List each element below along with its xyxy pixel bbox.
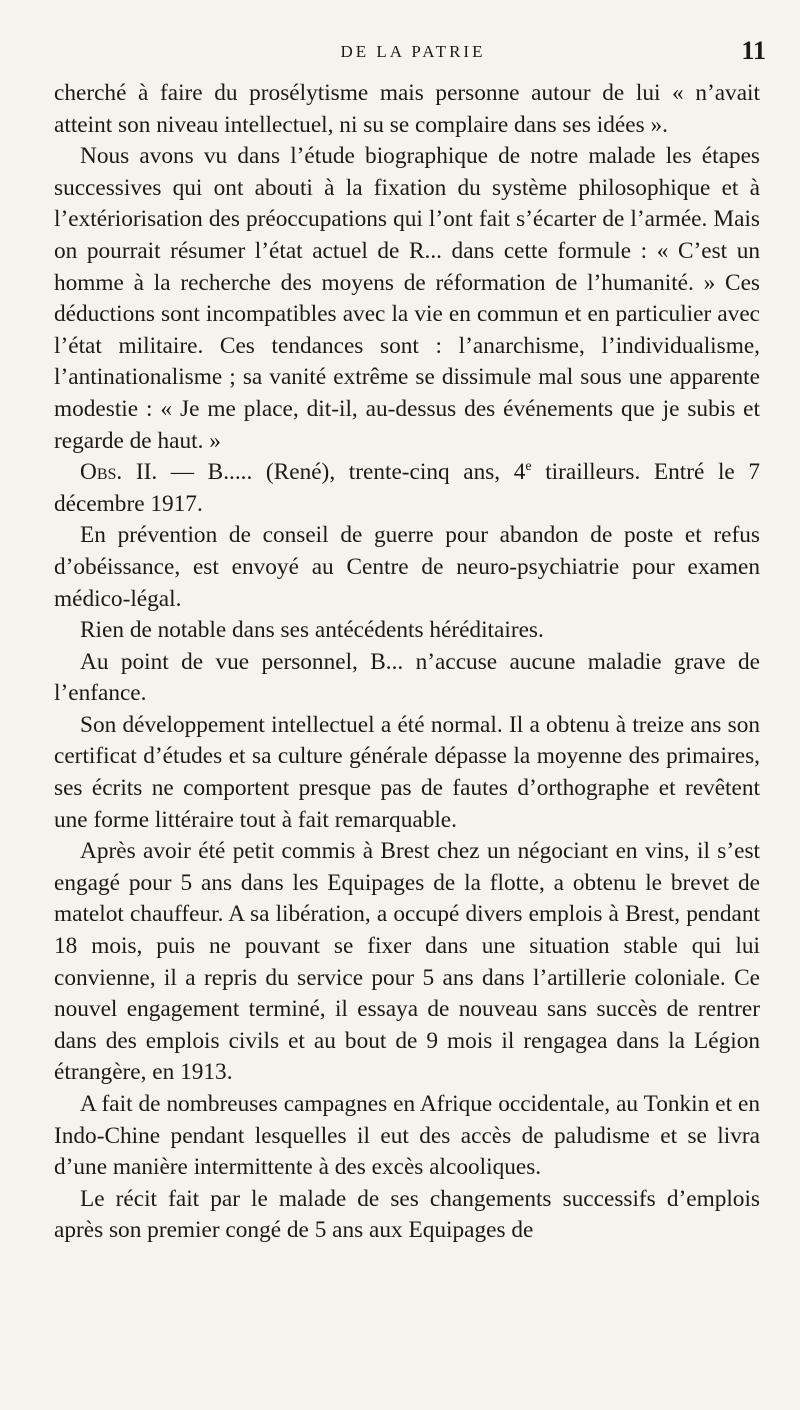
paragraph-heredity: Rien de notable dans ses antécédents héréditaires. [80,617,544,644]
page-header [60,36,766,70]
running-title: DE LA PATRIE [340,42,486,61]
page-number: 11 [741,36,766,65]
observation-text-a: II. — B..... (René), trente-cinq ans, 4 [122,459,526,486]
paragraph-prevention: En prévention de conseil de guerre pour abandon de poste et refus d’obéissance, est envoyé au Centre de neuro-psychiatrie pour examen médico-légal. [54,522,760,612]
paragraph-account: Le récit fait par le malade de ses changements successifs d’emplois après son premier congé de 5 ans aux Equipages de [54,1185,760,1244]
observation-label: Obs. [80,459,123,486]
paragraph-continuation: cherché à faire du prosélytisme mais personne autour de lui « n’avait atteint son niveau intellectuel, ni su se complaire dans ses idées ». [54,80,760,138]
paragraph-development: Son développement intellectuel a été normal. Il a obtenu à treize ans son certificat d’études et sa culture générale dépasse la moyenne des primaires, ses écrits ne comportent presque pas de fautes d’orthographe et revêtent une forme littéraire tout à fait remarquable. [54,711,760,833]
ordinal-superscript: e [525,459,532,475]
observation-text-b: tirailleurs. Entré le 7 décembre 1917. [54,459,761,517]
body-text [54,78,760,1247]
observation-heading [54,457,760,520]
paragraph-summary: Nous avons vu dans l’étude biographique de notre malade les étapes successives qui ont abouti à la fixation du système philosophique et à l’extériorisation des préoccupations qui l’ont fait s’écarter de l’armée. Mais on pourrait résumer l’état actuel de R... dans cette formule : « C’est un homme à la recherche des moyens de réformation de l’humanité. » Ces déductions sont incompatibles avec la vie en commun et en particulier avec l’état militaire. Ces tendances sont : l’anarchisme, l’individualisme, l’antinationalisme ; sa vanité extrême se dissimule mal sous une apparente modestie : « Je me place, dit-il, au-dessus des événements que je subis et regarde de haut. » [54,143,760,454]
paragraph-career: Après avoir été petit commis à Brest chez un négociant en vins, il s’est engagé pour 5 ans dans les Equipages de la flotte, a obtenu le brevet de matelot chauffeur. A sa libération, a occupé divers emplois à Brest, pendant 18 mois, puis ne pouvant se fixer dans une situation stable qui lui convienne, il a repris du service pour 5 ans dans l’artillerie coloniale. Ce nouvel engagement terminé, il essaya de nouveau sans succès de rentrer dans des emplois civils et au bout de 9 mois il rengagea dans la Légion étrangère, en 1913. [54,838,760,1086]
paragraph-campaigns: A fait de nombreuses campagnes en Afrique occidentale, au Tonkin et en Indo-Chine pendant lesquelles il eut des accès de paludisme et se livra d’une manière intermittente à des excès alcooliques. [54,1091,760,1181]
paragraph-personal: Au point de vue personnel, B... n’accuse aucune maladie grave de l’enfance. [54,648,760,707]
